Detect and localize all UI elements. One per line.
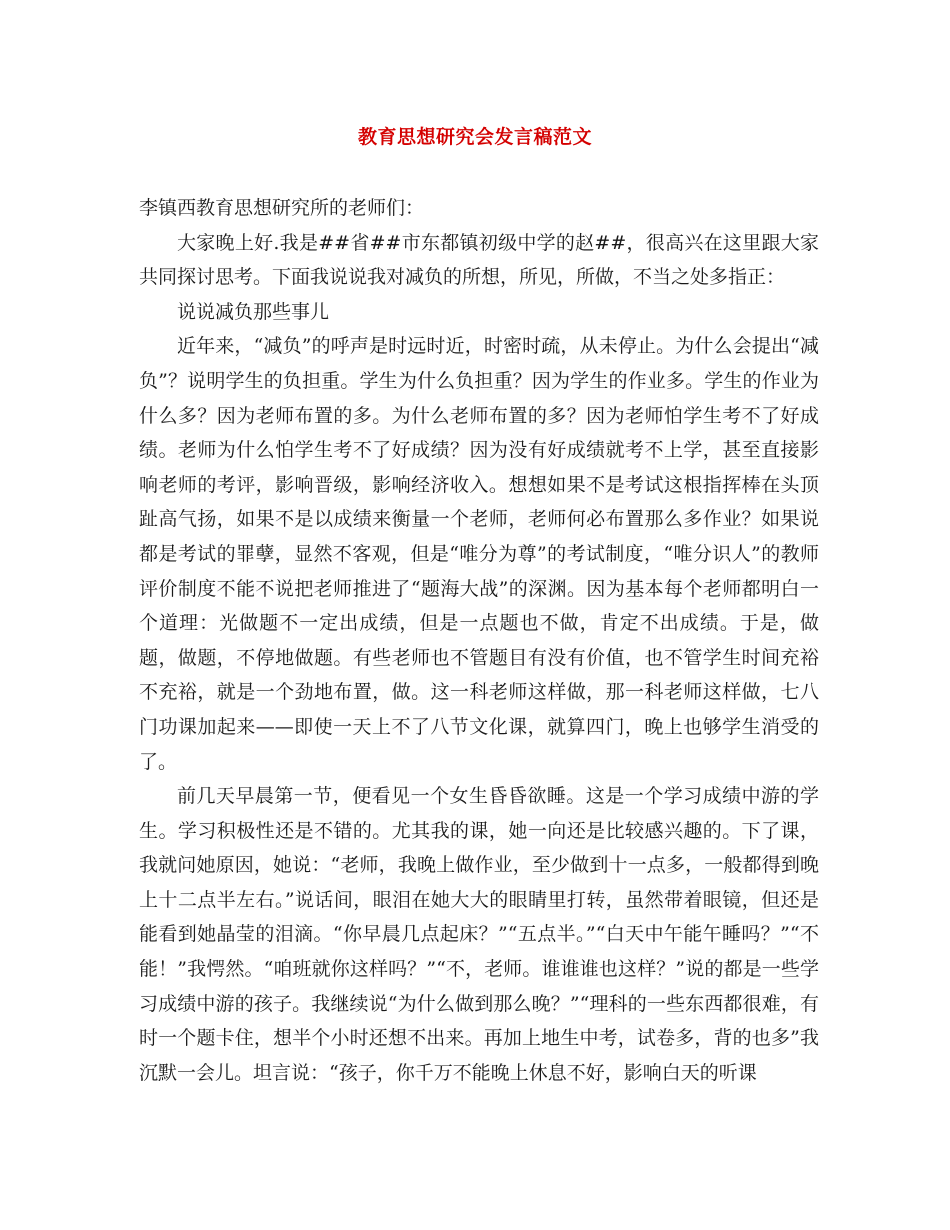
paragraph-burden: 近年来，“减负”的呼声是时远时近，时密时疏，从未停止。为什么会提出“减负”？说明学生的负担重。学生为什么负担重？因为学生的作业多。学生的作业为什么多？因为老师布置的多。为什么老师布置的多？因为老师怕学生考不了好成绩。老师为什么怕学生考不了好成绩？因为没有好成绩就考不上学，甚至直接影响老师的考评，影响晋级，影响经济收入。想想如果不是考试这根指挥棒在头顶趾高气扬，如果不是以成绩来衡量一个老师，老师何必布置那么多作业？如果说都是考试的罪孽，显然不客观，但是“唯分为尊”的考试制度，“唯分识人”的教师评价制度不能不说把老师推进了“题海大战”的深渊。因为基本每个老师都明白一个道理：光做题不一定出成绩，但是一点题也不做，肯定不出成绩。于是，做题，做题，不停地做题。有些老师也不管题目有没有价值，也不管学生时间充裕不充裕，就是一个劲地布置，做。这一科老师这样做，那一科老师这样做，七八门功课加起来——即使一天上不了八节文化课，就算四门，晚上也够学生消受的了。 (139, 335, 819, 773)
paragraph-student-story: 前几天早晨第一节，便看见一个女生昏昏欲睡。这是一个学习成绩中游的学生。学习积极性还是不错的。尤其我的课，她一向还是比较感兴趣的。下了课，我就问她原因，她说：“老师，我晚上做作业，至少做到十一点多，一般都得到晚上十二点半左右。”说话间，眼泪在她大大的眼睛里打转，虽然带着眼镜，但还是能看到她晶莹的泪滴。“你早晨几点起床？”“五点半。”“白天中午能午睡吗？”“不能！”我愕然。“咱班就你这样吗？”“不，老师。谁谁谁也这样？”说的都是一些学习成绩中游的孩子。我继续说“为什么做到那么晚？”“理科的一些东西都很难，有时一个题卡住，想半个小时还想不出来。再加上地生中考，试卷多，背的也多”我沉默一会儿。坦言说：“孩子，你千万不能晚上休息不好，影响白天的听课 (139, 785, 819, 1084)
document-body (139, 191, 819, 1090)
section-heading: 说说减负那些事儿 (177, 300, 330, 323)
document-title: 教育思想研究会发言稿范文 (357, 126, 592, 148)
paragraph-intro: 大家晚上好.我是##省##市东都镇初级中学的赵##，很高兴在这里跟大家共同探讨思考。下面我说说我对减负的所想，所见，所做，不当之处多指正： (139, 231, 819, 289)
greeting-line: 李镇西教育思想研究所的老师们： (139, 197, 425, 219)
